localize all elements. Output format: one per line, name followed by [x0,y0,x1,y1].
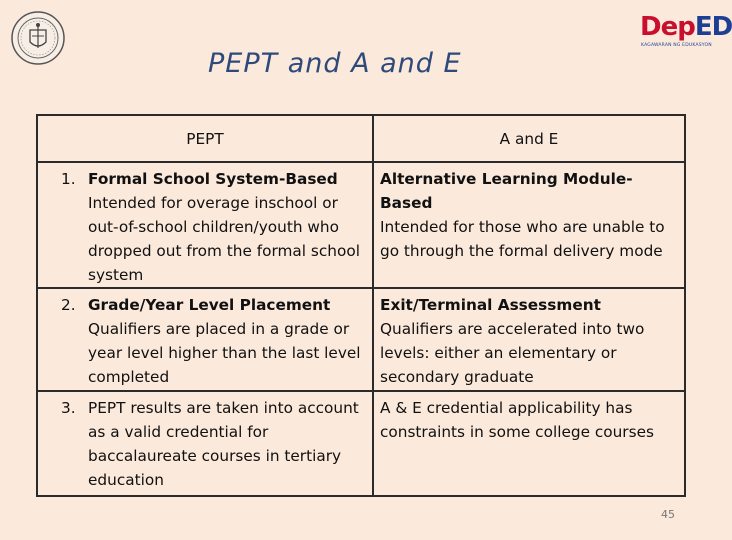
table-row [37,288,685,391]
deped-logo [640,10,732,56]
pept-text: Qualifiers are placed in a grade or year level higher than the last level completed [88,320,361,386]
pept-cell [37,288,373,391]
ae-cell [373,391,685,496]
header-pept-label: PEPT [186,129,224,148]
ae-text: Intended for those who are unable to go through the formal delivery mode [380,218,665,260]
row-number: 3. [61,399,76,417]
logo-text-dep: Dep [640,12,695,42]
ae-heading: Alternative Learning Module-Based [380,170,633,212]
logo-subtitle: KAGAWARAN NG EDUKASYON [641,43,712,48]
comparison-table [36,114,686,497]
header-pept [37,115,373,162]
table-row [37,162,685,288]
row-number: 2. [61,296,76,314]
header-ae-label: A and E [499,129,559,148]
pept-cell [37,162,373,288]
header-ae [373,115,685,162]
row-number: 1. [61,170,76,188]
table-header-row [37,115,685,162]
ae-cell [373,288,685,391]
page-number: 45 [661,508,675,521]
pept-cell [37,391,373,496]
pept-text: PEPT results are taken into account as a valid credential for baccalaureate courses in tertiary education [88,399,359,489]
ae-text: Qualifiers are accelerated into two levels: either an elementary or secondary graduate [380,320,645,386]
pept-heading: Formal School System-Based [88,170,338,188]
ae-cell [373,162,685,288]
logo-text-ed: ED [694,12,732,42]
pept-heading: Grade/Year Level Placement [88,296,331,314]
ae-text: A & E credential applicability has constraints in some college courses [380,399,654,441]
ae-heading: Exit/Terminal Assessment [380,296,601,314]
table-row [37,391,685,496]
slide-title: PEPT and A and E [208,48,462,79]
school-seal-logo [10,10,66,66]
pept-text: Intended for overage inschool or out-of-school children/youth who dropped out from the formal school system [88,194,360,284]
